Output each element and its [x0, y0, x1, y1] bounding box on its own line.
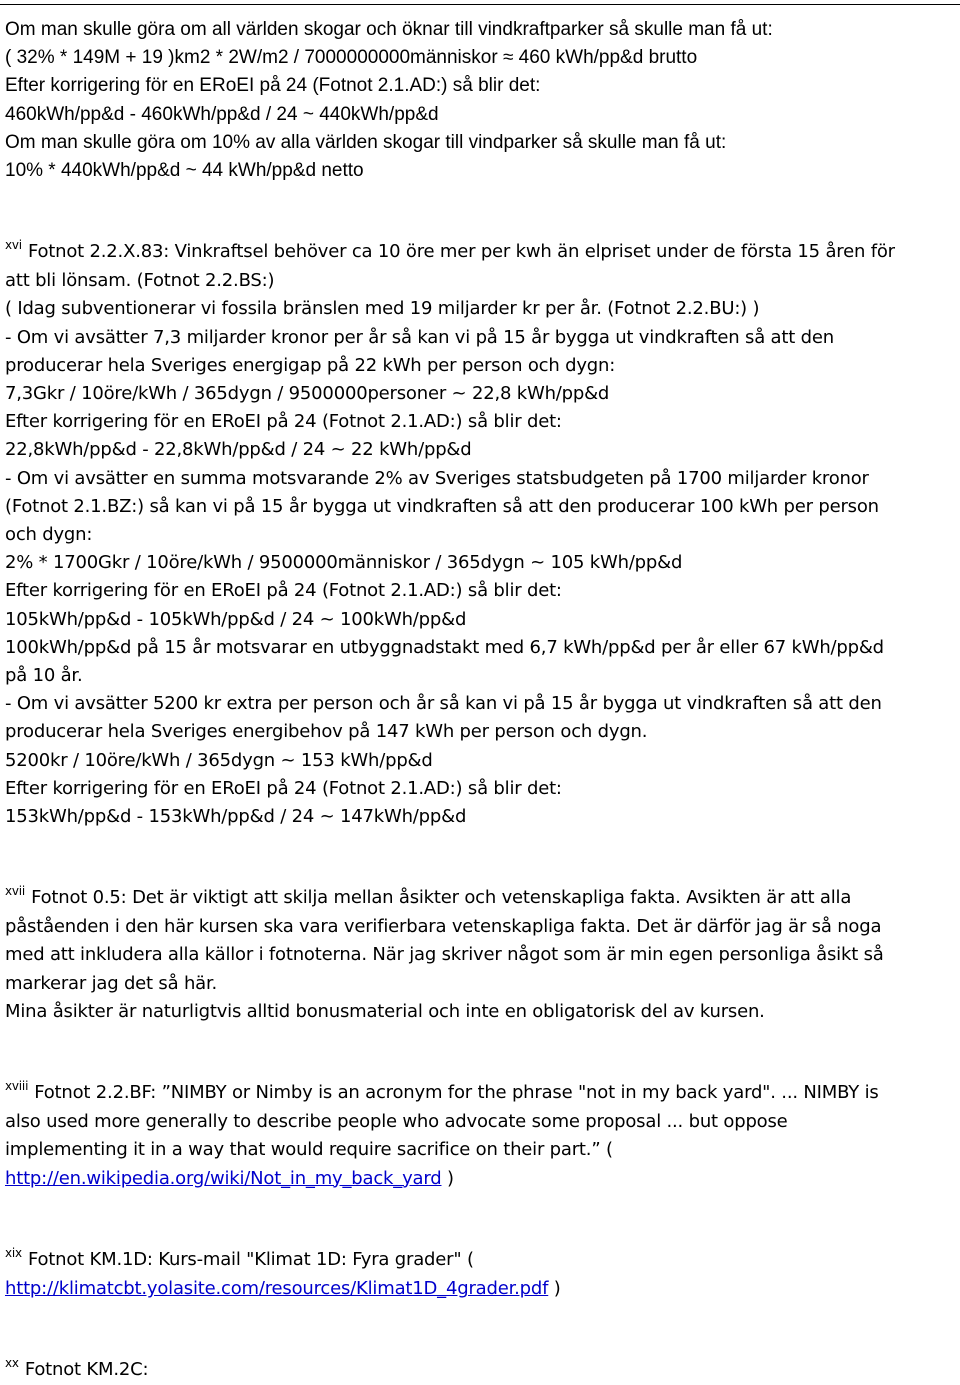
footnote-line: 2% * 1700Gkr / 10öre/kWh / 9500000människor / 365dygn ~ 105 kWh/pp&d — [5, 552, 683, 574]
footnote-marker: xix — [5, 1246, 22, 1260]
footnote-xx — [5, 1356, 953, 1385]
footnote-line: 105kWh/pp&d - 105kWh/pp&d / 24 ~ 100kWh/pp&d — [5, 608, 467, 630]
footnote-line: producerar hela Sveriges energigap på 22 kWh per person och dygn: — [5, 354, 616, 376]
footnote-line: 7,3Gkr / 10öre/kWh / 365dygn / 9500000personer ~ 22,8 kWh/pp&d — [5, 383, 610, 405]
footnote-marker: xx — [5, 1356, 19, 1370]
footnote-line: Mina åsikter är naturligtvis alltid bonusmaterial och inte en obligatorisk del av kursen. — [5, 1000, 765, 1022]
footnote-line: Fotnot 2.2.BF: ”NIMBY or Nimby is an acronym for the phrase "not in my back yard". ... NIMBY is — [34, 1082, 879, 1103]
footnote-xix — [5, 1246, 953, 1303]
footnote-line: ) — [441, 1167, 454, 1189]
footnote-line: (Fotnot 2.1.BZ:) så kan vi på 15 år bygga ut vindkraften så att den producerar 100 kWh per person — [5, 495, 879, 517]
footnote-line: ( Idag subventionerar vi fossila bränslen med 19 miljarder kr per år. (Fotnot 2.2.BU:) ) — [5, 298, 760, 320]
footnote-line: Fotnot KM.1D: Kurs-mail "Klimat 1D: Fyra grader" ( — [27, 1249, 474, 1270]
footnote-line: Efter korrigering för en ERoEI på 24 (Fotnot 2.1.AD:) så blir det: — [5, 580, 562, 602]
footnote-line: Fotnot 0.5: Det är viktigt att skilja mellan åsikter och vetenskapliga fakta. Avsikten är att alla — [31, 887, 852, 908]
footnote-line: 22,8kWh/pp&d - 22,8kWh/pp&d / 24 ~ 22 kWh/pp&d — [5, 439, 472, 461]
klimat-pdf-link[interactable]: http://klimatcbt.yolasite.com/resources/Klimat1D_4grader.pdf — [5, 1278, 549, 1300]
footnote-line: Fotnot 2.2.X.83: Vinkraftsel behöver ca 10 öre mer per kwh än elpriset under de första 15 åren för — [27, 241, 895, 262]
footnote-line: Efter korrigering för en ERoEI på 24 (Fotnot 2.1.AD:) så blir det: — [5, 411, 562, 433]
intro-line: Om man skulle göra om all världen skogar och öknar till vindkraftparker så skulle man få ut: — [5, 19, 773, 40]
footnote-line: 5200kr / 10öre/kWh / 365dygn ~ 153 kWh/pp&d — [5, 749, 433, 771]
intro-line: Efter korrigering för en ERoEI på 24 (Fotnot 2.1.AD:) så blir det: — [5, 75, 541, 97]
footnote-line: implementing it in a way that would require sacrifice on their part.” ( — [5, 1139, 613, 1161]
intro-line: 10% * 440kWh/pp&d ~ 44 kWh/pp&d netto — [5, 160, 364, 182]
footnote-xvii — [5, 884, 953, 1026]
footnote-line: 100kWh/pp&d på 15 år motsvarar en utbyggnadstakt med 6,7 kWh/pp&d per år eller 67 kWh/pp&d — [5, 636, 884, 658]
footnote-line: Fotnot KM.2C: — [24, 1359, 149, 1380]
footnote-line: Efter korrigering för en ERoEI på 24 (Fotnot 2.1.AD:) så blir det: — [5, 777, 562, 799]
footnote-line: - Om vi avsätter en summa motsvarande 2% av Sveriges statsbudgeten på 1700 miljarder kronor — [5, 467, 869, 489]
intro-paragraph — [5, 16, 953, 185]
footnote-xvi — [5, 238, 953, 831]
footnote-line: med att inkludera alla källor i fotnoterna. När jag skriver något som är min egen personliga åsikt så — [5, 944, 884, 966]
footnote-line: påståenden i den här kursen ska vara verifierbara vetenskapliga fakta. Det är därför jag är så noga — [5, 916, 882, 938]
intro-line: ( 32% * 149M + 19 )km2 * 2W/m2 / 7000000000människor ≈ 460 kWh/pp&d brutto — [5, 47, 698, 69]
footnote-line: ) — [548, 1278, 561, 1300]
wikipedia-nimby-link[interactable]: http://en.wikipedia.org/wiki/Not_in_my_back_yard — [5, 1167, 442, 1189]
footnote-line: att bli lönsam. (Fotnot 2.2.BS:) — [5, 270, 275, 292]
footnote-marker: xviii — [5, 1079, 29, 1093]
footnote-line: på 10 år. — [5, 665, 83, 687]
footnote-xviii — [5, 1079, 953, 1193]
footnote-line: - Om vi avsätter 7,3 miljarder kronor per år så kan vi på 15 år bygga ut vindkraften så att den — [5, 326, 834, 348]
footnote-line: also used more generally to describe people who advocate some proposal ... but oppose — [5, 1111, 788, 1133]
top-rule — [0, 4, 960, 5]
footnote-marker: xvii — [5, 884, 26, 898]
intro-line: Om man skulle göra om 10% av alla världen skogar till vindparker så skulle man få ut: — [5, 131, 727, 153]
footnote-line: och dygn: — [5, 524, 93, 546]
footnote-line: markerar jag det så här. — [5, 972, 218, 994]
footnote-marker: xvi — [5, 238, 22, 252]
footnote-line: - Om vi avsätter 5200 kr extra per person och år så kan vi på 15 år bygga ut vindkraften så att den — [5, 693, 882, 715]
footnote-line: producerar hela Sveriges energibehov på 147 kWh per person och dygn. — [5, 721, 648, 743]
intro-line: 460kWh/pp&d - 460kWh/pp&d / 24 ~ 440kWh/pp&d — [5, 103, 439, 125]
footnote-line: 153kWh/pp&d - 153kWh/pp&d / 24 ~ 147kWh/pp&d — [5, 806, 467, 828]
